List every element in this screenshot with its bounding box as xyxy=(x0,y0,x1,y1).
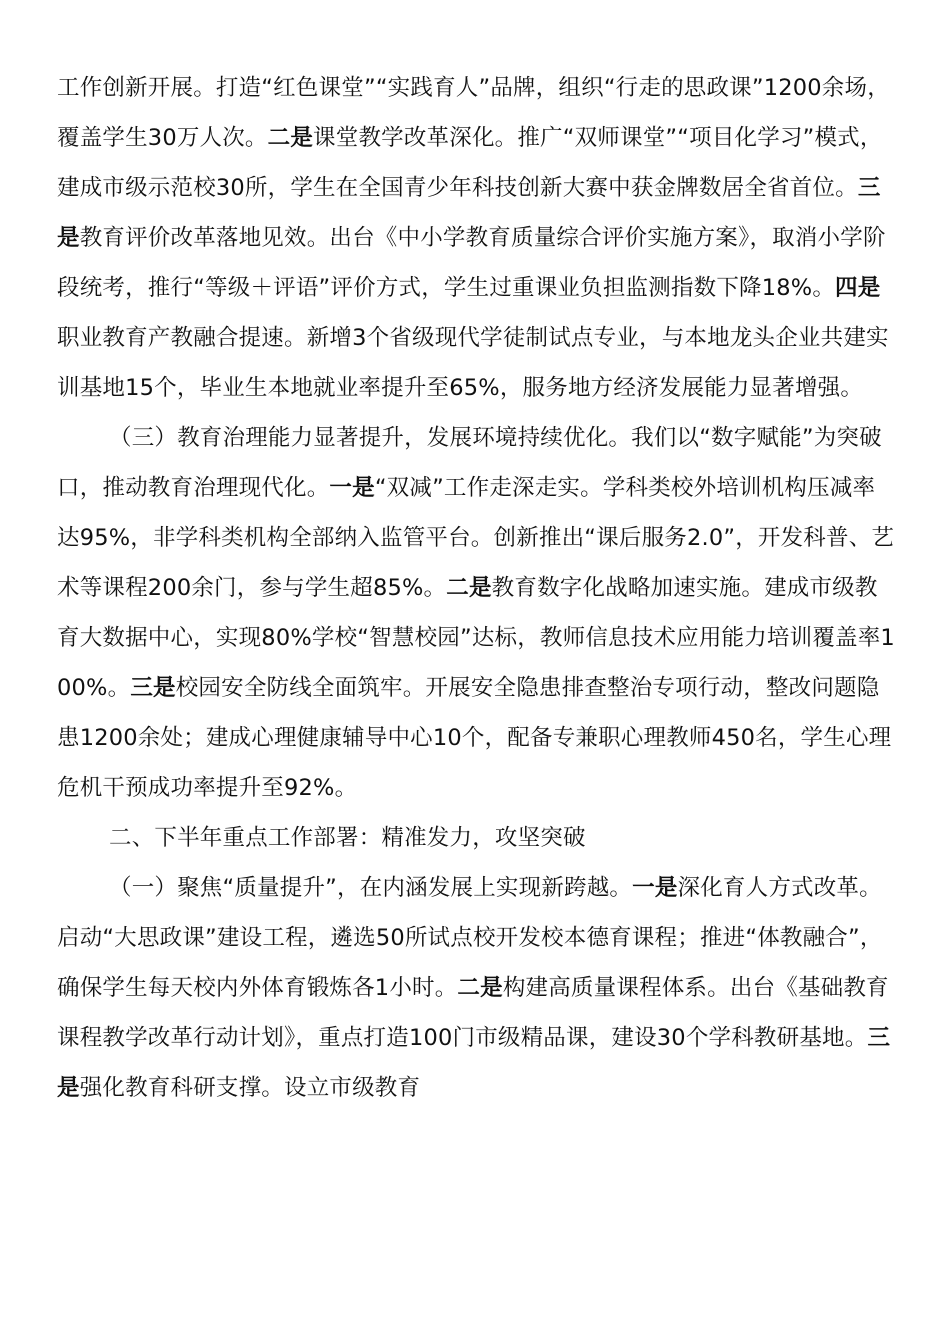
para1-text-a: 工作创新开展。打造“红色课堂”“实践育人”品牌，组织“行走的思政课”1200余场，覆盖学生30万人次。 xyxy=(57,75,890,151)
para2-bold-3: 三是 xyxy=(130,675,176,701)
paragraph-governance xyxy=(57,413,897,813)
para3-text-c: 构建高质量课程体系。出台《基础教育课程教学改革行动计划》，重点打造100门市级精品课，建设30个学科教研基地。 xyxy=(57,975,889,1051)
para3-bold-3: 三是 xyxy=(57,1025,891,1101)
para3-text-a: （一）聚焦“质量提升”，在内涵发展上实现新跨越。 xyxy=(109,875,633,901)
para2-bold-2: 二是 xyxy=(446,575,492,601)
para1-text-b: 课堂教学改革深化。推广“双师课堂”“项目化学习”模式，建成市级示范校30所，学生在全国青少年科技创新大赛中获金牌数居全省首位。 xyxy=(57,125,883,201)
para3-text-b: 深化育人方式改革。启动“大思政课”建设工程，遴选50所试点校开发校本德育课程；推进“体教融合”，确保学生每天校内外体育锻炼各1小时。 xyxy=(57,875,883,1001)
para1-text-c: 教育评价改革落地见效。出台《中小学教育质量综合评价实施方案》，取消小学阶段统考，推行“等级＋评语”评价方式，学生过重课业负担监测指数下降18%。 xyxy=(57,225,886,301)
para1-bold-3: 三是 xyxy=(57,175,881,251)
document-body xyxy=(57,63,897,1113)
para2-text-b: “双减”工作走深走实。学科类校外培训机构压减率达95%，非学科类机构全部纳入监管平台。创新推出“课后服务2.0”，开发科普、艺术等课程200余门，参与学生超85%。 xyxy=(57,475,895,601)
para2-text-a: （三）教育治理能力显著提升，发展环境持续优化。我们以“数字赋能”为突破口，推动教育治理现代化。 xyxy=(57,425,882,501)
para3-bold-1: 一是 xyxy=(632,875,678,901)
para2-text-c: 教育数字化战略加速实施。建成市级教育大数据中心，实现80%学校“智慧校园”达标，教师信息技术应用能力培训覆盖率100%。 xyxy=(57,575,895,701)
paragraph-quality xyxy=(57,863,897,1113)
para2-text-d: 校园安全防线全面筑牢。开展安全隐患排查整治专项行动，整改问题隐患1200余处；建成心理健康辅导中心10个，配备专兼职心理教师450名，学生心理危机干预成功率提升至92%。 xyxy=(57,675,892,801)
para1-bold-2: 二是 xyxy=(267,125,314,151)
para1-bold-4: 四是 xyxy=(835,275,881,301)
para1-text-d: 职业教育产教融合提速。新增3个省级现代学徒制试点专业，与本地龙头企业共建实训基地15个，毕业生本地就业率提升至65%，服务地方经济发展能力显著增强。 xyxy=(57,325,889,401)
section-heading: 二、下半年重点工作部署：精准发力，攻坚突破 xyxy=(109,825,586,851)
para3-text-d: 强化教育科研支撑。设立市级教育 xyxy=(79,1075,421,1101)
para2-bold-1: 一是 xyxy=(329,475,375,501)
para3-bold-2: 二是 xyxy=(457,975,503,1001)
paragraph-continued xyxy=(57,63,897,413)
